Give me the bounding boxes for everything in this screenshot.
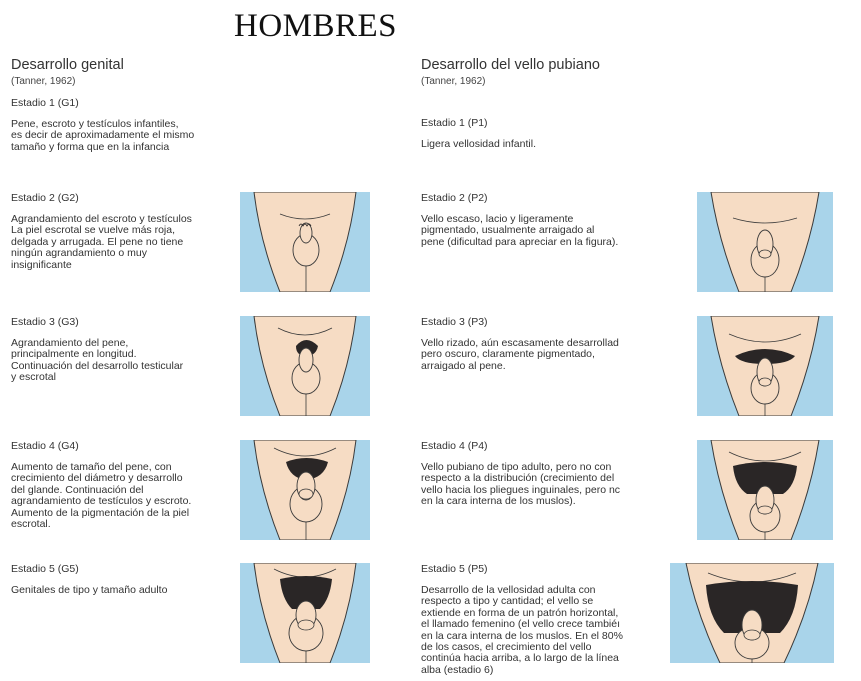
stage-description: Aumento de tamaño del pene, con crecimiento del diámetro y desarrollo del glande. Continuación del agrandamiento de testículos y escroto. Aumento de la pigmentación de la piel escrotal. (11, 461, 192, 531)
pubic-column-title: Desarrollo del vello pubiano (421, 57, 600, 73)
stage-label: Estadio 4 (G4) (11, 440, 79, 452)
stage-label: Estadio 1 (P1) (421, 117, 488, 129)
pubic-stage-1 (421, 117, 666, 150)
genital-stage-5 (11, 563, 236, 596)
stage-description: Desarrollo de la vellosidad adulta con respecto a tipo y cantidad; el vello se extiende en forma de un patrón horizontal, el llamado femenino (el vello crece tambiéı en la cara interna de los muslos. En el 80% de los casos, el crecimiento del vello continúa hacia arriba, a lo largo de la línea alba (estadio 6) (421, 584, 623, 676)
pubic-stage-3-figure (697, 316, 833, 416)
stage-label: Estadio 5 (P5) (421, 563, 488, 575)
stage-label: Estadio 1 (G1) (11, 97, 79, 109)
pubic-stage-4 (421, 440, 666, 508)
genital-citation: (Tanner, 1962) (11, 76, 76, 87)
stage-description: Genitales de tipo y tamaño adulto (11, 584, 168, 596)
stage-description: Pene, escroto y testículos infantiles, es decir de aproximadamente el mismo tamaño y forma que en la infancia (11, 118, 195, 153)
stage-description: Agrandamiento del escroto y testículos La piel escrotal se vuelve más roja, delgada y arrugada. El pene no tiene ningún agrandamiento o muy insignificante (11, 213, 192, 271)
pubic-stage-4-figure (697, 440, 833, 540)
stage-label: Estadio 2 (P2) (421, 192, 488, 204)
pubic-stage-3 (421, 316, 666, 372)
stage-description: Agrandamiento del pene, principalmente en longitud. Continuación del desarrollo testicular y escrotal (11, 337, 184, 384)
stage-label: Estadio 5 (G5) (11, 563, 79, 575)
page-title: HOMBRES (234, 8, 398, 44)
stage-label: Estadio 3 (G3) (11, 316, 79, 328)
genital-column-title: Desarrollo genital (11, 57, 124, 73)
genital-stage-3-figure (240, 316, 370, 416)
genital-stage-4-figure (240, 440, 370, 540)
pubic-stage-5 (421, 563, 666, 676)
stage-description: Vello pubiano de tipo adulto, pero no con respecto a la distribución (crecimiento del vello hacia los pliegues inguinales, pero nc en la cara interna de los muslos). (421, 461, 621, 508)
pubic-citation: (Tanner, 1962) (421, 76, 486, 87)
genital-stage-3 (11, 316, 236, 384)
pubic-stage-2-figure (697, 192, 833, 292)
genital-stage-1 (11, 97, 236, 153)
stage-description: Vello rizado, aún escasamente desarrollad pero oscuro, claramente pigmentado, arraigado al pene. (421, 337, 619, 372)
pubic-stage-5-figure (670, 563, 834, 663)
genital-stage-2 (11, 192, 236, 271)
genital-stage-4 (11, 440, 236, 530)
stage-label: Estadio 4 (P4) (421, 440, 488, 452)
stage-description: Ligera vellosidad infantil. (421, 138, 536, 150)
stage-description: Vello escaso, lacio y ligeramente pigmentado, usualmente arraigado al pene (dificultad para apreciar en la figura). (421, 213, 619, 248)
genital-stage-2-figure (240, 192, 370, 292)
genital-stage-5-figure (240, 563, 370, 663)
stage-label: Estadio 3 (P3) (421, 316, 488, 328)
stage-label: Estadio 2 (G2) (11, 192, 79, 204)
pubic-stage-2 (421, 192, 666, 248)
